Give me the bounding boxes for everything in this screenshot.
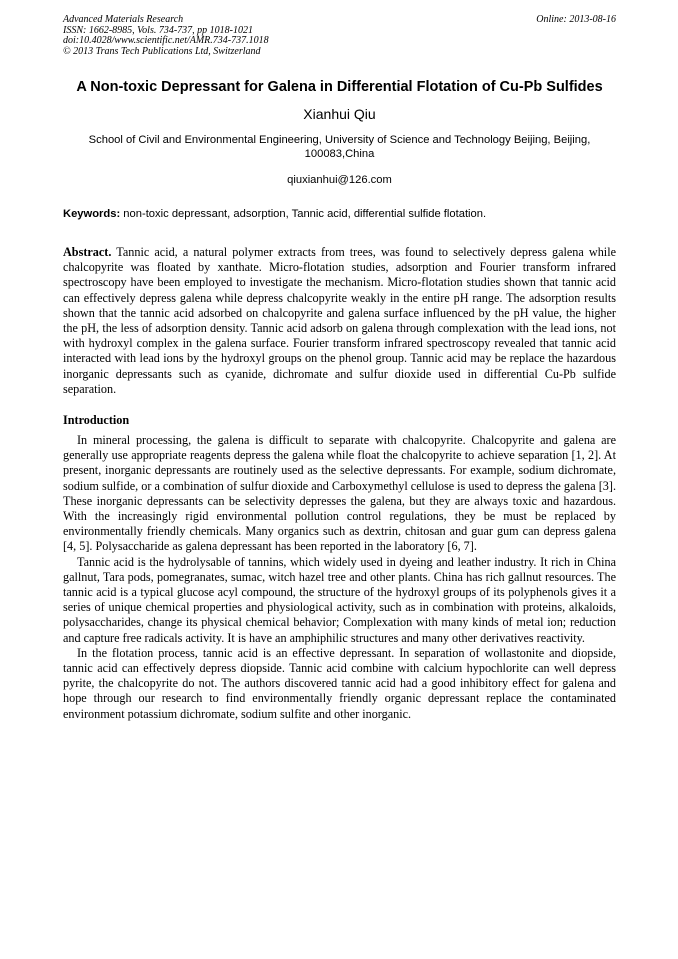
author-email: qiuxianhui@126.com bbox=[287, 174, 392, 186]
abstract-text: Tannic acid, a natural polymer extracts from trees, was found to selectively depress galena while chalcopyrite was floated by xanthate. Micro-flotation studies, adsorption and Fourier transform infrared spectroscopy have been employed to investigate the mechanism. Micro-flotation studies shown that tannic acid can effectively depress galena while depress chalcopyrite weakly in the entire pH range. The adsorption results shown that the tannic acid adsorbed on chalcopyrite and galena surface influenced by the pH value, the higher the pH, the less of adsorption density. Tannic acid adsorb on galena through complexation with the lead ions, not with hydroxyl complex in the galena surface. Fourier transform infrared spectroscopy revealed that tannic acid interacted with lead ions by the hydroxyl groups on the phenol group. Tannic acid may be replace the hazardous inorganic depressants such as cyanide, dichromate and sulfur dioxide used in differential Cu-Pb sulfide separation. bbox=[63, 245, 616, 396]
keywords bbox=[63, 207, 616, 221]
author-name: Xianhui Qiu bbox=[303, 106, 376, 122]
issn-line: ISSN: 1662-8985, Vols. 734-737, pp 1018-1021 bbox=[63, 24, 253, 36]
doi-line: doi:10.4028/www.scientific.net/AMR.734-737.1018 bbox=[63, 35, 269, 46]
intro-paragraph: In mineral processing, the galena is difficult to separate with chalcopyrite. Chalcopyrite and galena are generally use appropriate reagents depress the galena while float the chalcopyrite to achieve separation [1, 2]. At present, inorganic depressants are routinely used as the selective depressants. For example, sodium dichromate, sodium sulfide, or a combination of sulfur dioxide and Carboxymethyl cellulose is used to depress the galena [3]. These inorganic depressants can be selectivity depresses the galena, but they are always toxic and hazardous. With the increasingly rigid environmental pollution control regulations, they be must be replaced by environmentally friendly chemicals. Many organics such as dextrin, chitosan and guar gum can depress galena [4, 5]. Polysaccharide as galena depressant has been reported in the laboratory [6, 7]. bbox=[63, 433, 616, 554]
keywords-label: Keywords: bbox=[63, 208, 121, 220]
paper-page bbox=[63, 15, 616, 722]
journal-header bbox=[63, 15, 616, 57]
online-date: Online: 2013-08-16 bbox=[536, 14, 616, 25]
copyright-line: © 2013 Trans Tech Publications Ltd, Switzerland bbox=[63, 45, 261, 57]
intro-paragraph: Tannic acid is the hydrolysable of tannins, which widely used in dyeing and leather industry. It rich in China gallnut, Tara pods, pomegranates, sumac, witch hazel tree and other plants. China has rich gallnut resources. The tannic acid is a typical glucose acyl compound, the structure of the hydroxyl groups of its polyphenols gives it a series of unique chemical properties and physiological activity, such as in combination with proteins, alkaloids, polysaccharides, change its physical chemical behavior; Complexation with many kinds of metal ion; reduction and capture free radicals activity. It is have an amphiphilic structures and many other derivatives reactivity. bbox=[63, 554, 616, 645]
abstract-label: Abstract. bbox=[63, 245, 112, 259]
paper-title: A Non-toxic Depressant for Galena in Differential Flotation of Cu-Pb Sulfides bbox=[76, 79, 603, 95]
keywords-text: non-toxic depressant, adsorption, Tannic acid, differential sulfide flotation. bbox=[120, 208, 487, 220]
header-left bbox=[63, 15, 616, 57]
abstract bbox=[63, 245, 616, 397]
introduction-heading: Introduction bbox=[63, 413, 130, 428]
intro-paragraph: In the flotation process, tannic acid is an effective depressant. In separation of wollastonite and diopside, tannic acid can effectively depress diopside. Tannic acid combine with calcium hypochlorite can well depress pyrite, the chalcopyrite do not. The authors discovered tannic acid had a good inhibitory effect for galena and hope through our research to find environmentally friendly organic depressant replace the contaminated environment potassium dichromate, sodium sulfite and other inorganic. bbox=[63, 645, 616, 721]
affiliation: School of Civil and Environmental Engineering, University of Science and Technology Beijing, Beijing, 100083,China bbox=[88, 134, 591, 160]
journal-name: Advanced Materials Research bbox=[63, 14, 184, 25]
